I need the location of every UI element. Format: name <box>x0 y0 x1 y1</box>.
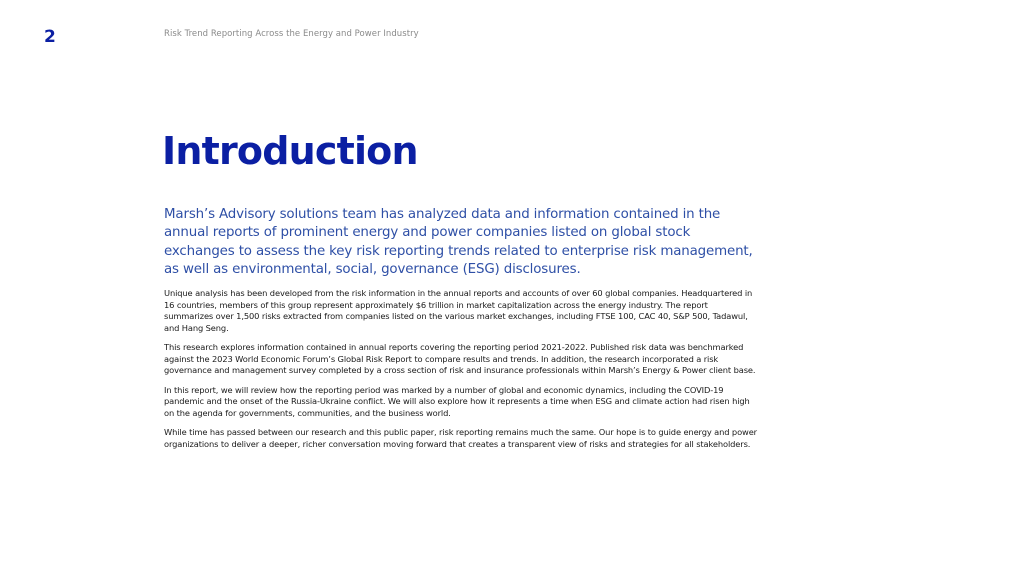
body-paragraph-3: In this report, we will review how the reporting period was marked by a number of global and economic dynamics, including the COVID-19 pandemic and the onset of the Russia-Ukraine conflict. We will also explore how it represents a time when ESG and climate action had risen high on the agenda for governments, communities, and the business world. <box>164 384 750 418</box>
page-number: 2 <box>44 27 56 47</box>
body-paragraph-2: This research explores information contained in annual reports covering the reporting period 2021-2022. Published risk data was benchmarked against the 2023 World Economic Forum’s Global Risk Report to compare results and trends. In addition, the research incorporated a risk governance and management survey completed by a cross section of risk and insurance professionals within Marsh’s Energy & Power client base. <box>164 342 756 376</box>
body-content <box>164 206 758 458</box>
lead-paragraph: Marsh’s Advisory solutions team has analyzed data and information contained in the annual reports of prominent energy and power companies listed on global stock exchanges to assess the key risk reporting trends related to enterprise risk management, as well as environmental, social, governance (ESG) disclosures. <box>164 207 753 277</box>
body-paragraph-1: Unique analysis has been developed from the risk information in the annual reports and accounts of over 60 global companies. Headquartered in 16 countries, members of this group represent approximately $6 trillion in market capitalization across the energy industry. The report summarizes over 1,500 risks extracted from companies listed on the various market exchanges, including FTSE 100, CAC 40, S&P 500, Tadawul, and Hang Seng. <box>164 288 753 333</box>
body-paragraph-4: While time has passed between our research and this public paper, risk reporting remains much the same. Our hope is to guide energy and power organizations to deliver a deeper, richer conversation moving forward that creates a transparent view of risks and strategies for all stakeholders. <box>164 427 757 449</box>
running-header: Risk Trend Reporting Across the Energy and Power Industry <box>164 29 419 39</box>
page-title: Introduction <box>162 129 418 173</box>
